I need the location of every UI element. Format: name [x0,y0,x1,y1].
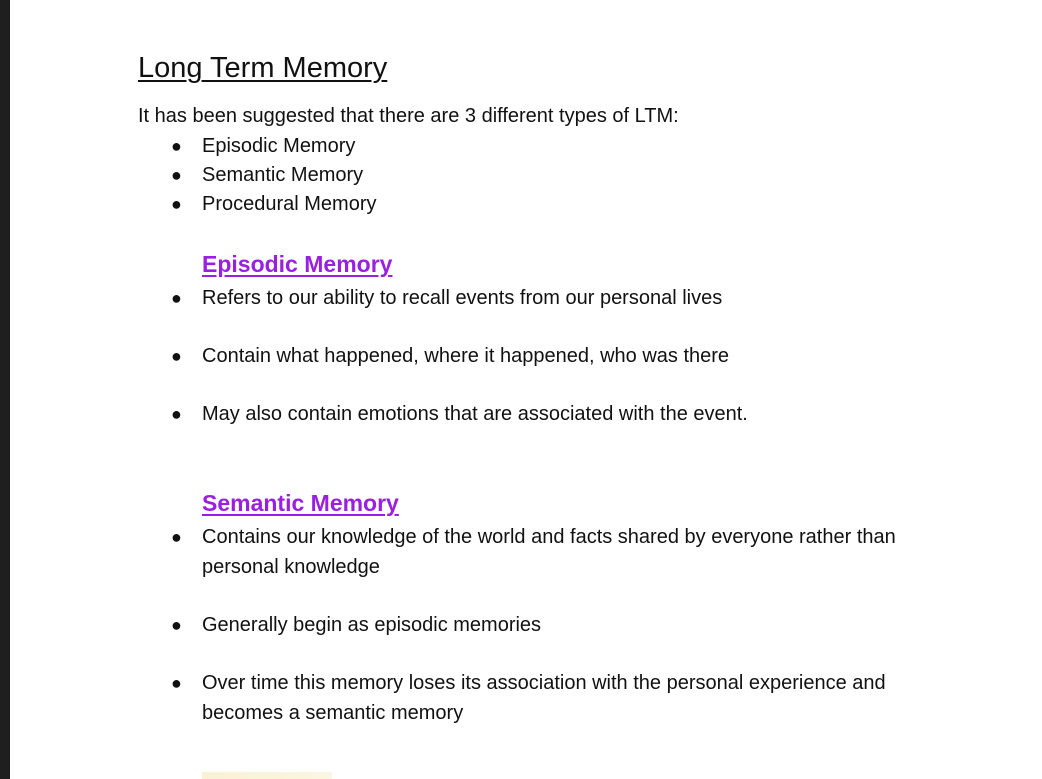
list-item [170,134,377,163]
list-item-text: May also contain emotions that are associated with the event. [202,403,748,425]
semantic-memory-heading: Semantic Memory [202,490,399,516]
list-item-text: Semantic Memory [202,164,364,186]
list-item [170,399,748,429]
bullet-icon: ● [171,346,182,366]
window-left-edge [0,0,10,779]
list-item-text: Refers to our ability to recall events from our personal lives [202,287,723,309]
bullet-icon: ● [171,404,182,424]
document-title: Long Term Memory [138,52,388,84]
list-item-text: Over time this memory loses its association with the personal experience and becomes a semantic memory [202,672,886,724]
ltm-types-list [170,134,377,221]
list-item [170,668,942,728]
list-item-text: Contains our knowledge of the world and facts shared by everyone rather than personal knowledge [202,526,896,578]
list-item [170,522,942,582]
list-item [170,283,748,313]
list-item-text: Episodic Memory [202,135,356,157]
bullet-icon: ● [171,673,182,693]
bullet-icon: ● [171,194,182,214]
episodic-memory-points [170,283,748,457]
bullet-icon: ● [171,165,182,185]
list-item [170,610,942,640]
list-item [170,192,377,221]
document-page [10,0,1042,779]
list-item [170,341,748,371]
cut-off-next-heading [202,772,332,779]
list-item-text: Contain what happened, where it happened, who was there [202,345,730,367]
semantic-memory-points [170,522,942,756]
bullet-icon: ● [171,136,182,156]
list-item [170,163,377,192]
episodic-memory-heading: Episodic Memory [202,251,393,277]
intro-text: It has been suggested that there are 3 different types of LTM: [138,105,679,127]
bullet-icon: ● [171,288,182,308]
list-item-text: Procedural Memory [202,193,377,215]
list-item-text: Generally begin as episodic memories [202,614,542,636]
bullet-icon: ● [171,615,182,635]
bullet-icon: ● [171,527,182,547]
